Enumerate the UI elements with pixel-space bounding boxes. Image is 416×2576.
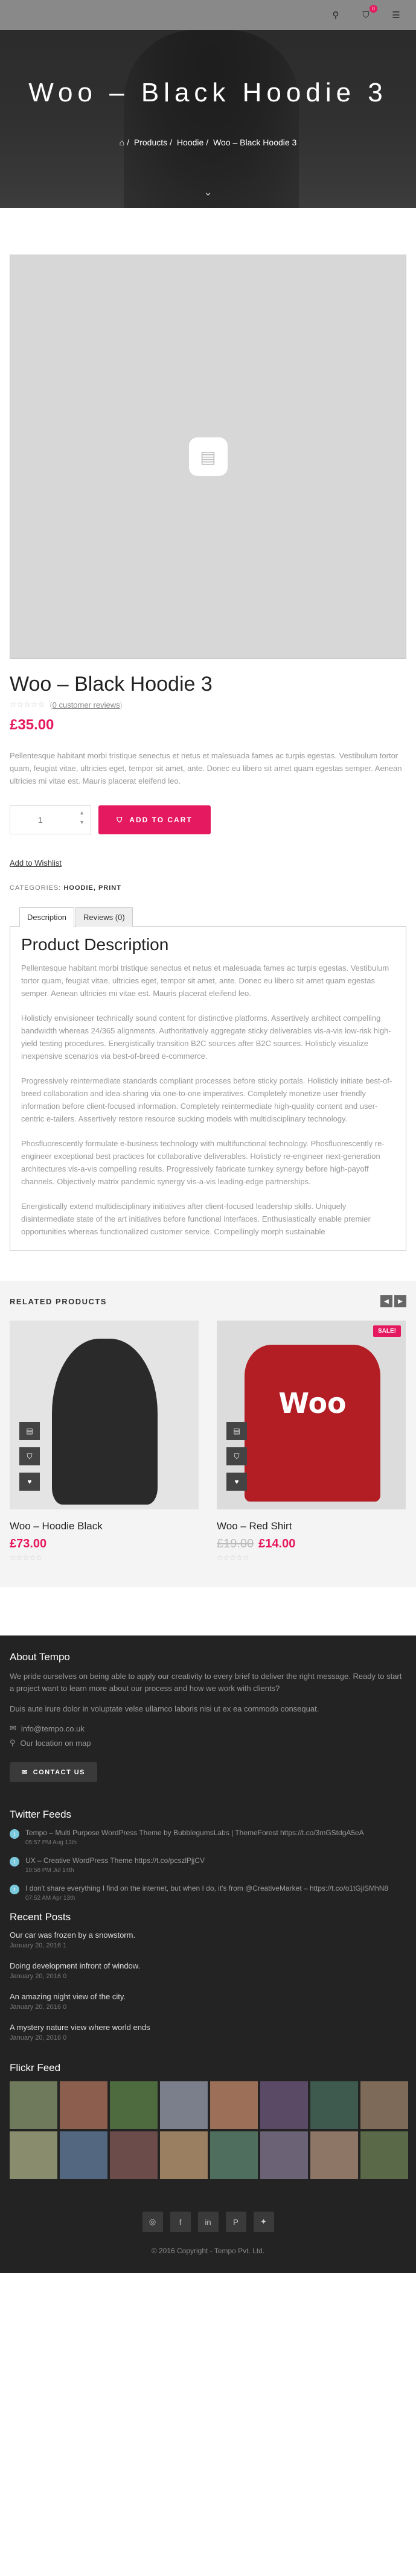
- mail-icon: ✉: [10, 1724, 16, 1733]
- flickr-thumbnail[interactable]: [310, 2131, 358, 2179]
- product-card-price: £73.00: [10, 1537, 47, 1550]
- recent-posts-heading: Recent Posts: [10, 1911, 71, 1923]
- product-card[interactable]: [217, 1321, 406, 1562]
- flickr-thumbnail[interactable]: [360, 2131, 408, 2179]
- scroll-down-icon[interactable]: ⌄: [203, 186, 213, 198]
- add-to-wishlist-link[interactable]: Add to Wishlist: [10, 858, 62, 868]
- product-tabs: [10, 907, 406, 927]
- product-card-image[interactable]: [217, 1321, 406, 1509]
- breadcrumb-hoodie[interactable]: Hoodie: [176, 138, 204, 147]
- linkedin-icon[interactable]: in: [198, 2212, 219, 2232]
- qty-down-icon[interactable]: ▼: [79, 819, 85, 825]
- flickr-thumbnail[interactable]: [160, 2081, 208, 2129]
- product-section: [0, 255, 416, 1251]
- add-to-cart-icon[interactable]: ⛉: [226, 1447, 247, 1465]
- star-rating-icon: ☆☆☆☆☆: [10, 700, 45, 709]
- twitter-icon: t: [10, 1829, 19, 1839]
- flickr-grid: [10, 2081, 408, 2179]
- breadcrumb-current: Woo – Black Hoodie 3: [213, 138, 297, 147]
- description-paragraph: Energistically extend multidisciplinary initiatives after client-focused leadership skills. Uniquely disintermediate state of the art initiatives before functional interfaces. Enthusiastically enable premier opportunities whereas functionalized customer service. Compellingly morph sustainable: [21, 1202, 371, 1236]
- related-products: [0, 1281, 416, 1587]
- category-links[interactable]: HOODIE, PRINT: [63, 884, 121, 892]
- flickr-thumbnail[interactable]: [160, 2131, 208, 2179]
- woo-logo: Woo: [278, 1387, 347, 1420]
- qty-up-icon[interactable]: ▲: [79, 810, 85, 816]
- description-paragraph: Pellentesque habitant morbi tristique senectus et netus et malesuada fames ac turpis egestas. Vestibulum tortor quam, feugiat vitae, ultricies eget, tempor sit amet, ante. Donec eu libero sit amet quam egestas semper. Aenean ultricies mi vitae est. Mauris placerat eleifend leo.: [21, 963, 389, 998]
- twitter-heading: Twitter Feeds: [10, 1809, 72, 1820]
- product-card-image[interactable]: [10, 1321, 199, 1509]
- quantity-stepper[interactable]: [10, 805, 91, 834]
- flickr-thumbnail[interactable]: [110, 2081, 158, 2129]
- breadcrumb-products[interactable]: Products: [133, 138, 168, 147]
- description-paragraph: Holisticly envisioneer technically sound content for distinctive platforms. Assertively architect compelling bandwidth whereas 24/365 alignments. Authoritatively aggregate sticky deliverables vis-a-vis low-risk high-yield testing procedures. Energistically transition B2C sources after B2C sources. Holisticly visualize inexpensive scenarios via best-of-breed e-commerce.: [21, 1014, 391, 1061]
- recent-post[interactable]: An amazing night view of the city. January 20, 2016 0: [10, 1992, 126, 2011]
- quantity-value[interactable]: 1: [38, 815, 43, 825]
- flickr-thumbnail[interactable]: [110, 2131, 158, 2179]
- flickr-thumbnail[interactable]: [260, 2081, 308, 2129]
- home-icon[interactable]: ⌂: [119, 138, 125, 147]
- pinterest-icon[interactable]: P: [226, 2212, 246, 2232]
- flickr-heading: Flickr Feed: [10, 2062, 61, 2073]
- wishlist-heart-icon[interactable]: ♥: [226, 1473, 247, 1491]
- header-tools: [0, 0, 416, 30]
- product-price: £35.00: [10, 717, 54, 733]
- product-image-placeholder[interactable]: [10, 255, 406, 659]
- dribbble-icon[interactable]: ◎: [142, 2212, 163, 2232]
- product-categories: CATEGORIES: HOODIE, PRINT: [10, 884, 121, 892]
- description-heading: Product Description: [21, 935, 169, 954]
- site-footer: [0, 1635, 416, 2273]
- bag-icon: ⛉: [117, 815, 124, 824]
- description-panel: [10, 926, 406, 1251]
- mail-icon: ✉: [22, 1769, 28, 1776]
- cart-count-badge: 0: [370, 5, 377, 13]
- star-rating-icon: ☆☆☆☆☆: [10, 1553, 42, 1562]
- reviews-link[interactable]: 0 customer reviews: [52, 700, 120, 709]
- image-placeholder-icon: ▤: [189, 437, 228, 476]
- social-links: [10, 2212, 406, 2232]
- description-paragraph: Progressively reintermediate standards compliant processes before sticky portals. Holisticly initiate best-of-breed collaboration and idea-sharing via one-to-one imperatives. Completely monetize user friendly information before client-focused information. Completely reintermediate high-quality content and user-centric e-tailers. Assertively restore resource sucking models with multidisciplinary technology.: [21, 1076, 392, 1123]
- flickr-thumbnail[interactable]: [210, 2081, 258, 2129]
- product-short-description: Pellentesque habitant morbi tristique senectus et netus et malesuada fames ac turpis egestas. Vestibulum tortor quam, feugiat vitae, ultricies eget, tempor sit amet, ante. Donec eu libero sit amet quam egestas semper. Aenean ultricies mi vitae est. Mauris placerat eleifend leo.: [10, 751, 402, 785]
- quick-view-icon[interactable]: ▤: [19, 1422, 40, 1440]
- location-pin-icon: ⚲: [10, 1738, 16, 1747]
- copyright: © 2016 Copyright - Tempo Pvt. Ltd.: [151, 2247, 265, 2255]
- flickr-thumbnail[interactable]: [260, 2131, 308, 2179]
- add-to-cart-button[interactable]: ⛉ ADD TO CART: [98, 805, 211, 834]
- add-to-cart-icon[interactable]: ⛉: [19, 1447, 40, 1465]
- flickr-thumbnail[interactable]: [210, 2131, 258, 2179]
- contact-us-button[interactable]: ✉ CONTACT US: [10, 1762, 97, 1782]
- star-rating-icon: ☆☆☆☆☆: [217, 1553, 249, 1562]
- tweet-item: t Tempo – Multi Purpose WordPress Theme by BubblegumsLabs | ThemeForest https://t.co/3mGStdgA5eA 05:57 PM Aug 13th: [10, 1828, 406, 1846]
- tab-reviews[interactable]: Reviews (0): [75, 907, 133, 927]
- wishlist-heart-icon[interactable]: ♥: [19, 1473, 40, 1491]
- menu-icon[interactable]: ☰: [392, 10, 400, 21]
- description-paragraph: Phosfluorescently formulate e-business technology with multifunctional technology. Phosfluorescently re-engineer exceptional best practices for collaborative deliverables. Holisticly re-engineer next-generation architectures vis-a-vis compelling results. Progressively fabricate turnkey synergy before high-payoff channels. Objectively matrix pandemic synergy vis-a-vis leading-edge partnerships.: [21, 1139, 385, 1186]
- about-heading: About Tempo: [10, 1651, 70, 1663]
- breadcrumb: ⌂ / Products / Hoodie / Woo – Black Hoodie 3: [119, 138, 297, 147]
- flickr-thumbnail[interactable]: [10, 2131, 57, 2179]
- quick-view-icon[interactable]: ▤: [226, 1422, 247, 1440]
- about-text: We pride ourselves on being able to apply our creativity to every brief to deliver the right message. Ready to start a project want to learn more about our process and how we work with clients?: [10, 1672, 402, 1693]
- tweet-item: t UX – Creative WordPress Theme https://t.co/pcszlPjjCV 10:58 PM Jul 14th: [10, 1856, 406, 1874]
- cart-icon[interactable]: ⛉ 0: [359, 8, 373, 22]
- flickr-thumbnail[interactable]: [310, 2081, 358, 2129]
- search-icon[interactable]: ⚲: [332, 10, 339, 21]
- product-rating: ☆☆☆☆☆ (0 customer reviews): [10, 700, 123, 709]
- related-heading: RELATED PRODUCTS: [10, 1296, 107, 1306]
- flickr-thumbnail[interactable]: [60, 2081, 107, 2129]
- facebook-icon[interactable]: f: [170, 2212, 191, 2232]
- product-card[interactable]: [10, 1321, 199, 1562]
- flickr-thumbnail[interactable]: [60, 2131, 107, 2179]
- tab-description[interactable]: Description: [19, 907, 74, 927]
- recent-post[interactable]: A mystery nature view where world ends January 20, 2016 0: [10, 2023, 150, 2041]
- next-arrow-icon[interactable]: ▶: [394, 1295, 406, 1307]
- recent-post[interactable]: Our car was frozen by a snowstorm. January 20, 2016 1: [10, 1930, 136, 1949]
- twitter-icon[interactable]: ✦: [254, 2212, 274, 2232]
- product-card-price: £19.00 £14.00: [217, 1537, 296, 1550]
- page-hero: [0, 0, 416, 208]
- tweet-item: t I don't share everything I find on the internet, but when I do, it's from @CreativeMarket – https://t.co/o1tGjiSMhN8 07:52 AM Apr 13th: [10, 1883, 406, 1902]
- twitter-icon: t: [10, 1857, 19, 1867]
- about-text: Duis aute irure dolor in voluptate velse ullamco laboris nisi ut ex ea commodo consequat.: [10, 1704, 319, 1713]
- email-line[interactable]: ✉ info@tempo.co.uk: [10, 1724, 85, 1733]
- product-title: Woo – Black Hoodie 3: [10, 673, 213, 696]
- product-card-name[interactable]: Woo – Red Shirt: [217, 1520, 292, 1532]
- flickr-thumbnail[interactable]: [10, 2081, 57, 2129]
- recent-post[interactable]: Doing development infront of window. January 20, 2016 0: [10, 1961, 141, 1980]
- prev-arrow-icon[interactable]: ◀: [380, 1295, 392, 1307]
- hero-title: Woo – Black Hoodie 3: [28, 78, 388, 107]
- sale-badge: SALE!: [373, 1325, 401, 1337]
- twitter-icon: t: [10, 1885, 19, 1894]
- old-price: £19.00: [217, 1537, 254, 1550]
- flickr-thumbnail[interactable]: [360, 2081, 408, 2129]
- location-line[interactable]: ⚲ Our location on map: [10, 1738, 91, 1748]
- product-card-name[interactable]: Woo – Hoodie Black: [10, 1520, 103, 1532]
- add-to-cart-row: [10, 805, 406, 834]
